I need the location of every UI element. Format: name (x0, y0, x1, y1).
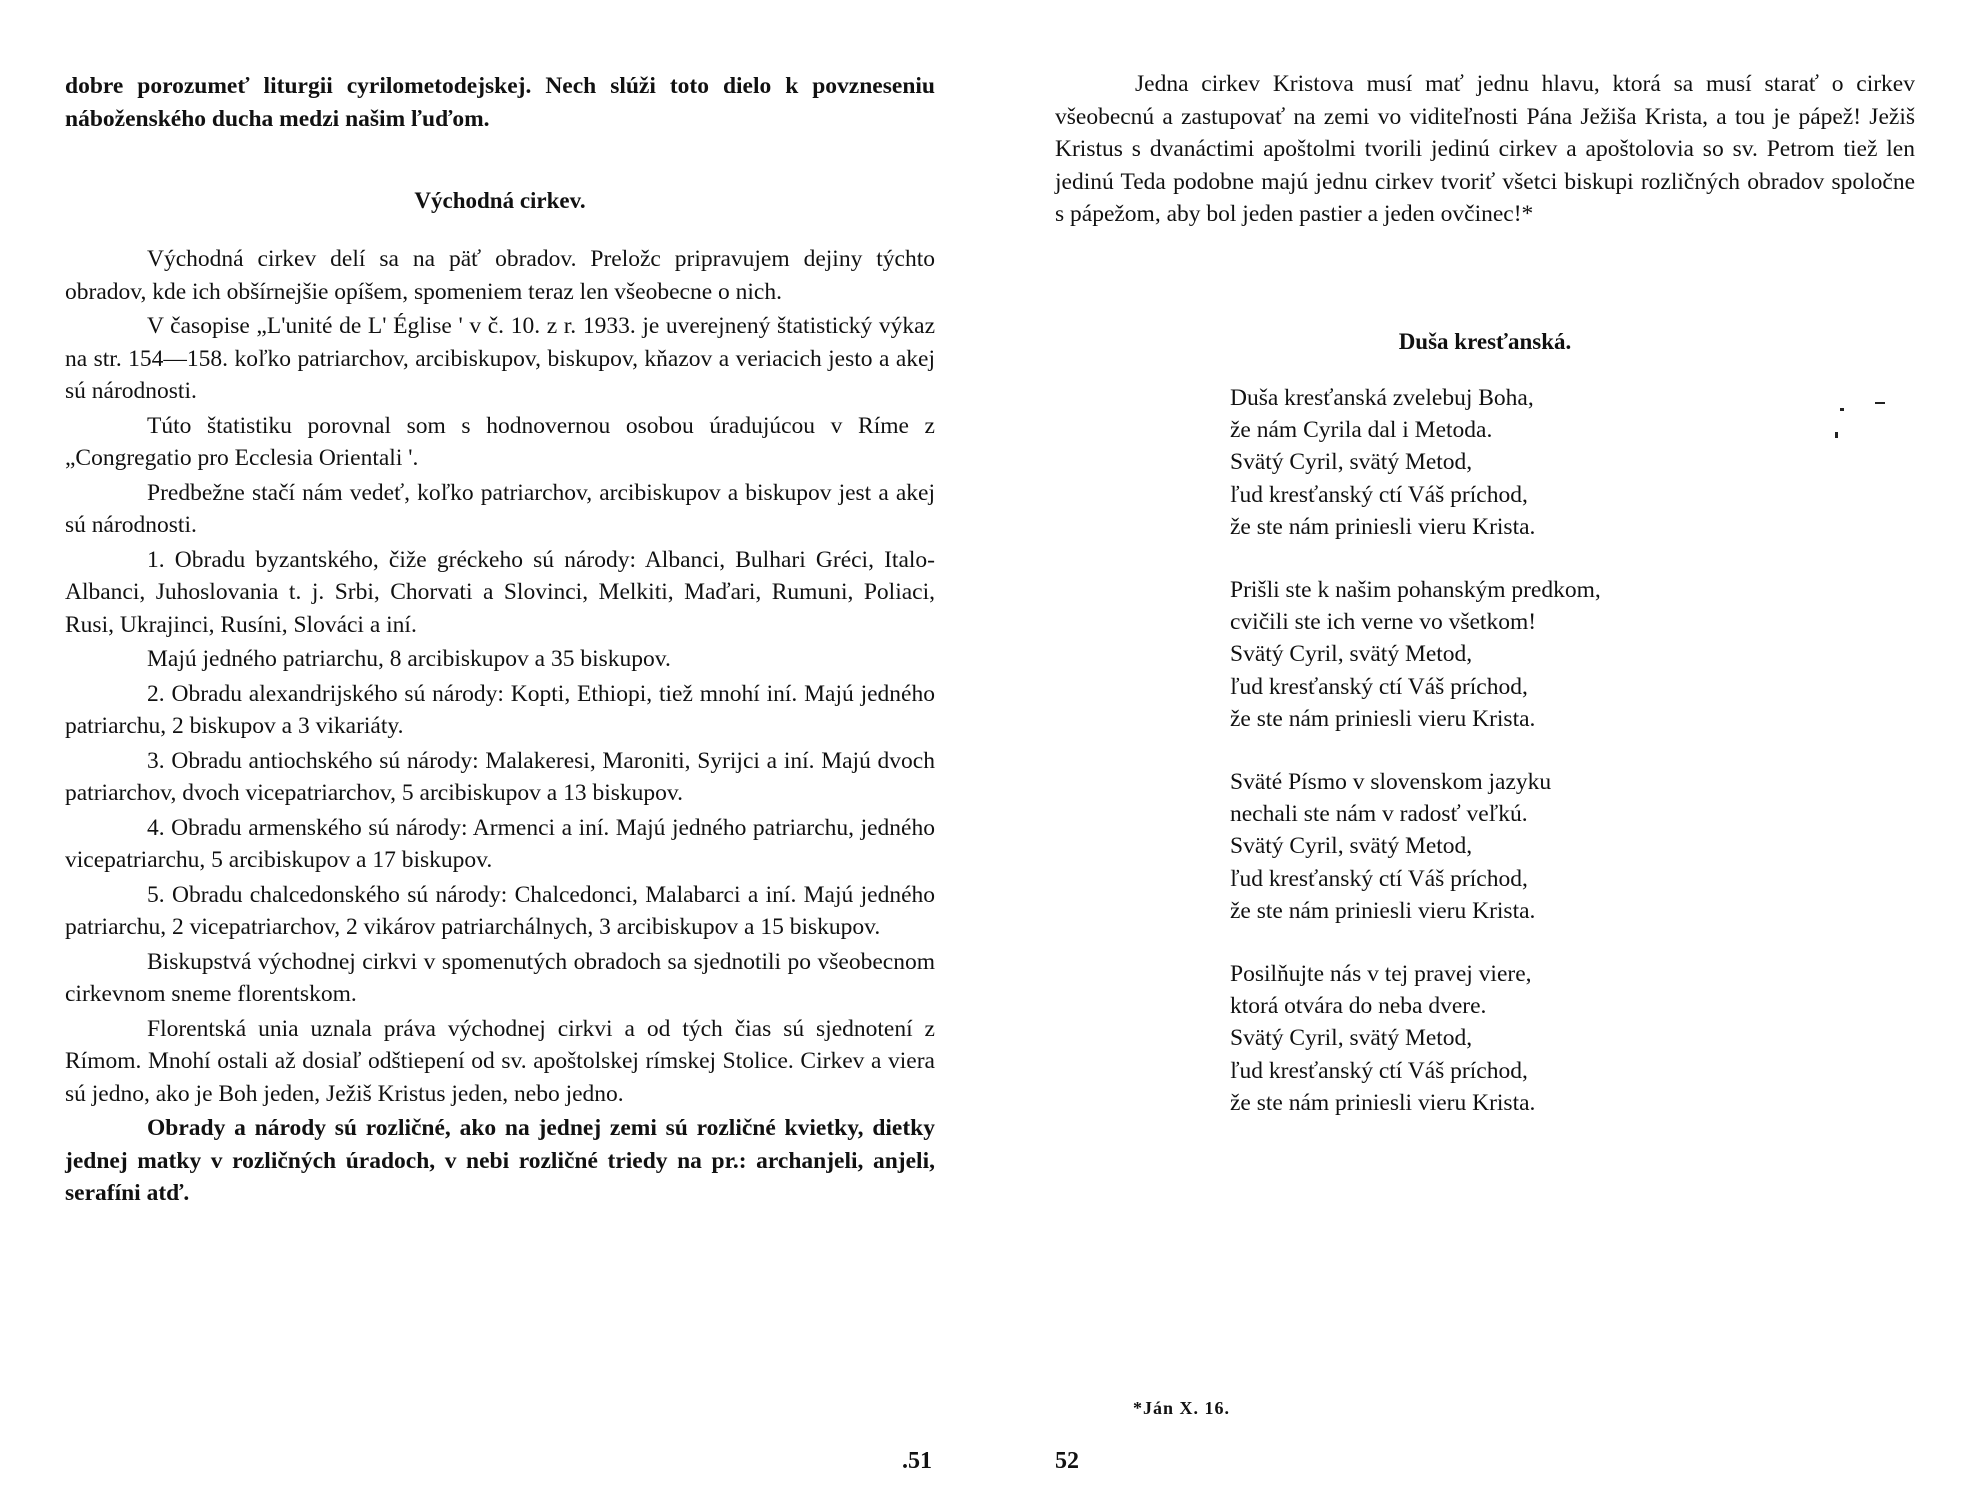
poem-line: Posilňujte nás v tej pravej viere, (1230, 961, 1532, 988)
rite-paragraph: Majú jedného patriarchu, 8 arcibiskupov a 35 biskupov. (147, 646, 671, 672)
poem-stanza (1230, 382, 1850, 543)
poem-line: cvičili ste ich verne vo všetkom! (1230, 609, 1537, 636)
poem-line: Svätý Cyril, svätý Metod, (1230, 641, 1473, 668)
poem-line: že ste nám priniesli vieru Krista. (1230, 705, 1536, 732)
poem-line: ľud kresťanský ctí Váš príchod, (1230, 865, 1528, 892)
continued-paragraph: dobre porozumeť liturgii cyrilometodejskej. Nech slúži toto dielo k povzneseniu náboženského ducha medzi našim ľuďom. (65, 73, 935, 132)
body-paragraph: Predbežne stačí nám vedeť, koľko patriarchov, arcibiskupov a biskupov jest a akej sú národnosti. (65, 479, 935, 538)
page-number-left: .51 (902, 1448, 932, 1474)
page-number-right: 52 (1055, 1448, 1079, 1474)
left-body (65, 243, 935, 1210)
poem-line: Sväté Písmo v slovenskom jazyku (1230, 769, 1552, 796)
poem-line: nechali ste nám v radosť veľkú. (1230, 801, 1528, 828)
poem-stanza (1230, 958, 1850, 1119)
left-page (65, 0, 935, 1500)
poem-stanza (1230, 766, 1850, 927)
body-paragraph: Východná cirkev delí sa na päť obradov. Preložc pripravujem dejiny týchto obradov, kde ich obšírnejšie opíšem, spomeniem teraz len všeobecne o nich. (65, 246, 935, 305)
print-speck (1840, 408, 1844, 411)
print-speck (1835, 432, 1838, 438)
poem-line: ľud kresťanský ctí Váš príchod, (1230, 673, 1528, 700)
poem-line: ľud kresťanský ctí Váš príchod, (1230, 1057, 1528, 1084)
body-paragraph: Jedna cirkev Kristova musí mať jednu hlavu, ktorá sa musí starať o cirkev všeobecnú a zastupovať na zemi vo viditeľnosti Pána Ježiša Krista, a tou je pápež! Ježiš Kristus s dvanáctimi apoštolmi tvorili jedinú cirkev a apoštolovia so sv. Petrom tiež len jedinú Teda podobne majú jednu cirkev tvoriť všetci biskupi rozličných obradov spoločne s pápežom, aby bol jeden pastier a jeden ovčinec!* (1055, 71, 1915, 227)
poem-line: Svätý Cyril, svätý Metod, (1230, 833, 1473, 860)
footnote: *Ján X. 16. (1133, 1398, 1231, 1418)
body-paragraph: Biskupstvá východnej cirkvi v spomenutých obradoch sa sjednotili po všeobecnom cirkevnom sneme florentskom. (65, 948, 935, 1007)
print-speck (1875, 402, 1885, 404)
poem-line: že ste nám priniesli vieru Krista. (1230, 897, 1536, 924)
poem (1230, 382, 1850, 1150)
section-heading-eastern-church: Východná cirkev. (414, 188, 586, 213)
body-paragraph: Florentská unia uznala práva východnej cirkvi a od tých čias sú sjednotení z Rímom. Mnohí ostali až dosiaľ odštiepení od sv. apoštolskej rímskej Stolice. Cirkev a viera sú jedno, ako je Boh jeden, Ježiš Kristus jeden, nebo jedno. (65, 1015, 935, 1107)
rite-paragraph: 2. Obradu alexandrijského sú národy: Kopti, Ethiopi, tiež mnohí iní. Majú jedného patriarchu, 2 biskupov a 3 vikariáty. (65, 680, 935, 739)
rite-paragraph: 1. Obradu byzantského, čiže gréckeho sú národy: Albanci, Bulhari Gréci, Italo-Albanci, Juhoslovania t. j. Srbi, Chorvati a Slovinci, Melkiti, Maďari, Rumuni, Poliaci, Rusi, Ukrajinci, Rusíni, Slováci a iní. (65, 546, 935, 638)
body-paragraph: V časopise „L'unité de L' Église ' v č. 10. z r. 1933. je uverejnený štatistický výkaz na str. 154—158. koľko patriarchov, arcibiskupov, biskupov, kňazov a veriacich jesto a akej sú národnosti. (65, 313, 935, 404)
poem-line: Duša kresťanská zvelebuj Boha, (1230, 385, 1534, 411)
body-paragraph: Túto štatistiku porovnal som s hodnovernou osobou úradujúcou v Ríme z „Congregatio pro Ecclesia Orientali '. (65, 412, 935, 471)
body-paragraph: Obrady a národy sú rozličné, ako na jednej zemi sú rozličné kvietky, dietky jednej matky v rozličných úradoch, v nebi rozličné triedy na pr.: archanjeli, anjeli, serafíni atď. (65, 1115, 935, 1206)
right-top-block (1055, 68, 1915, 231)
poem-title: Duša kresťanská. (1398, 329, 1572, 354)
right-page (1055, 0, 1915, 1500)
poem-line: Svätý Cyril, svätý Metod, (1230, 1025, 1473, 1052)
poem-line: že ste nám priniesli vieru Krista. (1230, 1089, 1536, 1116)
rite-paragraph: 4. Obradu armenského sú národy: Armenci a iní. Majú jedného patriarchu, jedného vicepatriarchu, 5 arcibiskupov a 17 biskupov. (65, 814, 935, 873)
poem-line: Prišli ste k našim pohanským predkom, (1230, 577, 1601, 604)
poem-line: ľud kresťanský ctí Váš príchod, (1230, 481, 1528, 508)
poem-line: ktorá otvára do neba dvere. (1230, 993, 1487, 1020)
rite-paragraph: 3. Obradu antiochského sú národy: Malakeresi, Maroniti, Syrijci a iní. Majú dvoch patriarchov, dvoch vicepatriarchov, 5 arcibiskupov a 13 biskupov. (65, 747, 935, 806)
poem-line: že nám Cyrila dal i Metoda. (1230, 417, 1493, 444)
rite-paragraph: 5. Obradu chalcedonského sú národy: Chalcedonci, Malabarci a iní. Majú jedného patriarchu, 2 vicepatriarchov, 2 vikárov patriarchálnych, 3 arcibiskupov a 15 biskupov. (65, 881, 935, 940)
poem-line: že ste nám priniesli vieru Krista. (1230, 513, 1536, 540)
poem-stanza (1230, 574, 1850, 735)
poem-line: Svätý Cyril, svätý Metod, (1230, 449, 1473, 476)
